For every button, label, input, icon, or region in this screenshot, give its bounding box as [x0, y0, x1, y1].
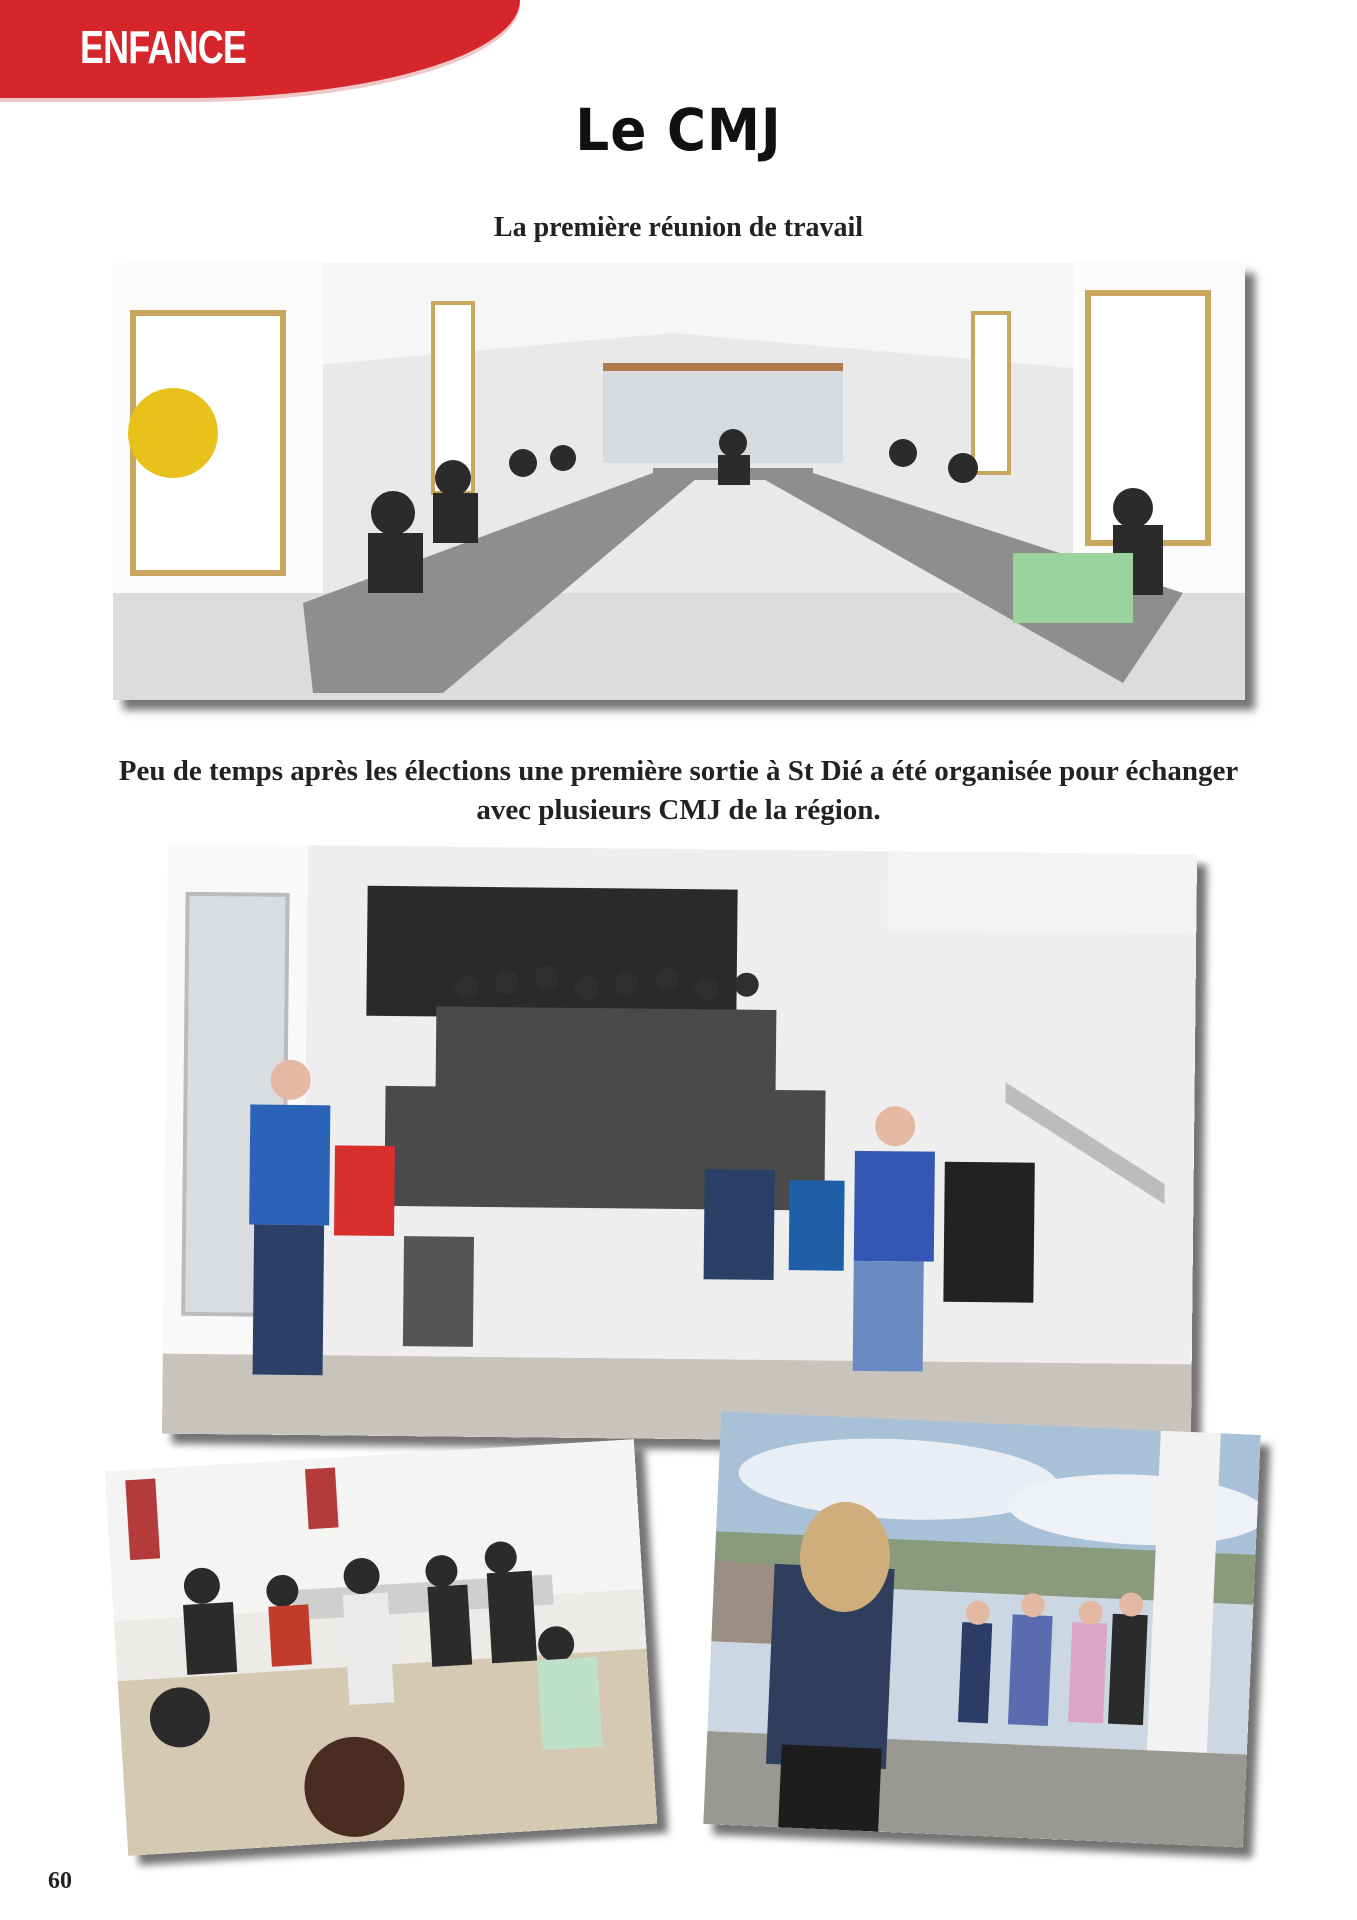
outing-paragraph: Peu de temps après les élections une première sortie à St Dié a été organisée pour échanger avec plusieurs CMJ de la région. — [118, 755, 1239, 826]
group-photo — [162, 844, 1197, 1445]
meeting-room-photo — [113, 263, 1245, 700]
section-label: ENFANCE — [80, 21, 246, 73]
page-number: 60 — [48, 1868, 72, 1894]
photo-caption-meeting: La première réunion de travail — [493, 212, 864, 243]
page-title: Le CMJ — [575, 96, 782, 164]
workshop-photo — [105, 1439, 658, 1856]
rooftop-photo — [703, 1411, 1261, 1847]
section-banner — [0, 0, 520, 98]
